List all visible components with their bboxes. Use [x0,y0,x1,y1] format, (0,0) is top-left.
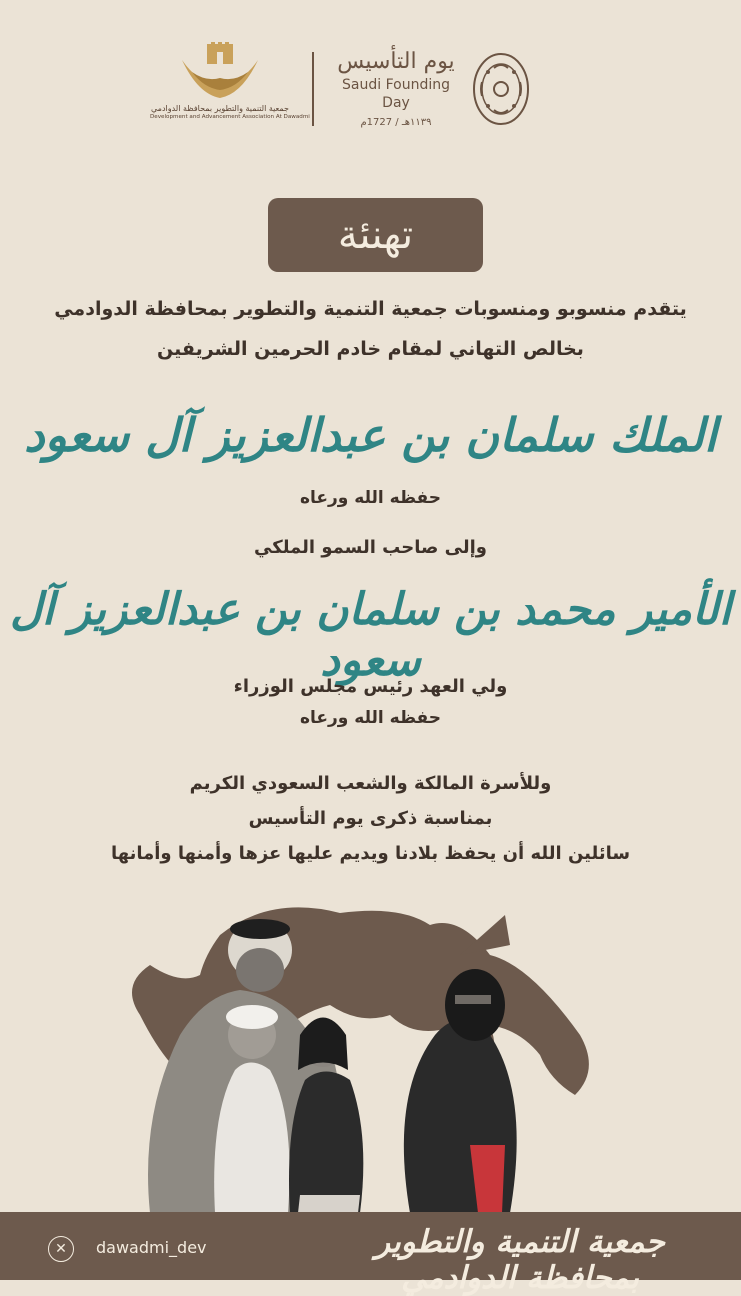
founding-day-title-en: Saudi Founding Day [342,77,450,111]
founding-day-title-ar: يوم التأسيس [337,49,455,74]
closing-line-2: بمناسبة ذكرى يوم التأسيس [248,808,493,829]
founding-day-logo [330,48,462,130]
association-emblem-icon [180,42,260,102]
intro-line-2: بخالص التهاني لمقام خادم الحرمين الشريفين [157,338,584,360]
founding-day-seal-icon [472,52,530,126]
prince-blessing: حفظه الله ورعاه [299,708,442,728]
king-name-calligraphy: الملك سلمان بن عبدالعزيز آل سعود [24,408,717,462]
girl-figure [289,1072,363,1214]
intro-line-1: يتقدم منسوبو ومنسوبات جمعية التنمية والتطوير بمحافظة الدوادمي [54,298,687,320]
footer-association-logo: جمعية التنمية والتطوير بمحافظة الدوادمي [375,1224,665,1296]
closing-line-1: وللأسرة المالكة والشعب السعودي الكريم [189,773,552,794]
association-name-en: Development and Advancement Association At Dawadmi [150,114,310,120]
crown-prince-intro: وإلى صاحب السمو الملكي [254,537,487,558]
founding-day-dates: ١١٣٩هـ / 1727م [360,117,432,128]
king-blessing: حفظه الله ورعاه [299,488,442,508]
family-illustration [110,895,630,1213]
x-logo-icon[interactable]: ✕ [48,1236,74,1262]
association-name-ar: جمعية التنمية والتطوير بمحافظة الدوادمي [151,104,289,113]
header-divider [312,52,314,126]
prince-name-calligraphy: الأمير محمد بن سلمان بن عبدالعزيز آل سعود [9,584,732,686]
association-logo [150,42,310,120]
social-handle[interactable]: dawadmi_dev [96,1238,207,1257]
closing-line-3: سائلين الله أن يحفظ بلادنا ويديم عليها عزها وأمنها وأمانها [110,843,631,864]
prince-title: ولي العهد رئيس مجلس الوزراء [233,676,508,697]
title-badge: تهنئة [268,198,483,272]
